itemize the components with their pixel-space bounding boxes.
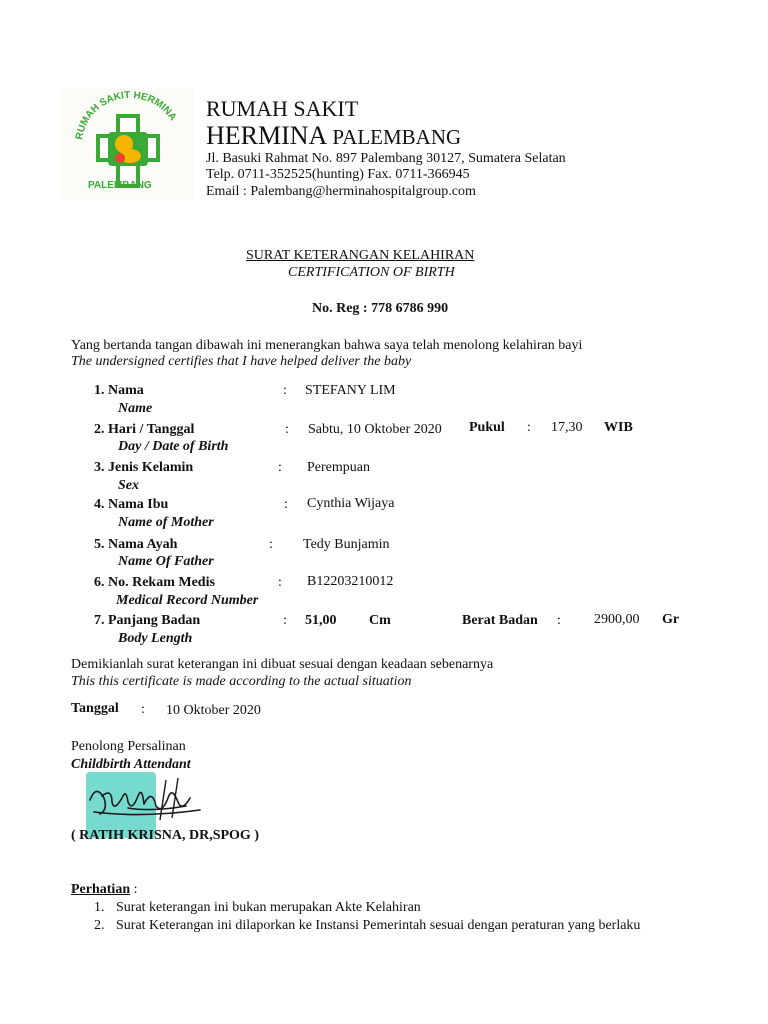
hospital-name-line1: RUMAH SAKIT bbox=[206, 96, 359, 121]
field-date-label: 2. Hari / Tanggal bbox=[94, 422, 195, 437]
field-mother-label: 4. Nama Ibu bbox=[94, 497, 169, 512]
document-title-english: CERTIFICATION OF BIRTH bbox=[288, 265, 455, 280]
field-length-label: 7. Panjang Badan bbox=[94, 613, 201, 628]
hospital-logo bbox=[60, 88, 194, 200]
notes-heading: Perhatian bbox=[71, 882, 131, 897]
date-colon: : bbox=[141, 702, 145, 717]
svg-text:PALEMBANG: PALEMBANG bbox=[88, 180, 152, 191]
field-record-label: 6. No. Rekam Medis bbox=[94, 575, 215, 590]
field-date-colon: : bbox=[285, 422, 289, 437]
field-sex-label: 3. Jenis Kelamin bbox=[94, 460, 194, 475]
field-length-unit: Cm bbox=[369, 613, 391, 628]
field-name-sublabel: Name bbox=[118, 401, 153, 416]
hospital-email: Email : Palembang@herminahospitalgroup.com bbox=[206, 184, 476, 199]
field-weight-label: Berat Badan bbox=[462, 613, 538, 628]
field-mother-colon: : bbox=[284, 497, 288, 512]
attendant-role-english: Childbirth Attendant bbox=[71, 757, 191, 772]
field-name-label: 1. Nama bbox=[94, 383, 144, 398]
field-time-label: Pukul bbox=[469, 420, 505, 435]
field-name-colon: : bbox=[283, 383, 287, 398]
hospital-city: PALEMBANG bbox=[332, 125, 462, 149]
field-date-sublabel: Day / Date of Birth bbox=[118, 439, 229, 454]
field-time-colon: : bbox=[527, 420, 531, 435]
field-time-unit: WIB bbox=[604, 420, 633, 435]
notes-heading-line bbox=[71, 882, 138, 898]
note-item-2-number: 2. bbox=[94, 918, 105, 933]
field-mother-sublabel: Name of Mother bbox=[118, 515, 214, 530]
closing-text: Demikianlah surat keterangan ini dibuat sesuai dengan keadaan sebenarnya bbox=[71, 657, 494, 672]
field-sex-sublabel: Sex bbox=[118, 478, 139, 493]
registration-number: No. Reg : 778 6786 990 bbox=[312, 301, 449, 316]
field-date-value: Sabtu, 10 Oktober 2020 bbox=[308, 422, 442, 437]
field-father-colon: : bbox=[269, 537, 273, 552]
field-record-sublabel: Medical Record Number bbox=[116, 593, 259, 608]
note-item-1-number: 1. bbox=[94, 900, 105, 915]
hospital-brand: HERMINA bbox=[206, 121, 326, 150]
field-weight-unit: Gr bbox=[662, 612, 680, 627]
svg-text:RUMAH SAKIT HERMINA: RUMAH SAKIT HERMINA bbox=[74, 89, 179, 141]
document-title: SURAT KETERANGAN KELAHIRAN bbox=[246, 248, 475, 263]
attendant-name: ( RATIH KRISNA, DR,SPOG ) bbox=[71, 828, 259, 843]
field-name-value: STEFANY LIM bbox=[305, 383, 396, 398]
field-sex-colon: : bbox=[278, 460, 282, 475]
field-length-value: 51,00 bbox=[305, 613, 337, 628]
field-father-value: Tedy Bunjamin bbox=[303, 537, 390, 552]
field-mother-value: Cynthia Wijaya bbox=[307, 496, 395, 511]
hospital-address: Jl. Basuki Rahmat No. 897 Palembang 30127, Sumatera Selatan bbox=[206, 151, 566, 166]
field-weight-value: 2900,00 bbox=[594, 612, 640, 627]
field-length-colon: : bbox=[283, 613, 287, 628]
field-father-sublabel: Name Of Father bbox=[118, 554, 214, 569]
field-record-colon: : bbox=[278, 575, 282, 590]
note-item-1-text: Surat keterangan ini bukan merupakan Akte Kelahiran bbox=[116, 900, 421, 915]
intro-text: Yang bertanda tangan dibawah ini menerangkan bahwa saya telah menolong kelahiran bayi bbox=[71, 338, 583, 353]
notes-heading-colon: : bbox=[133, 882, 138, 897]
field-record-value: B12203210012 bbox=[307, 574, 394, 589]
hospital-name-line2 bbox=[206, 121, 461, 151]
closing-text-english: This this certificate is made according to the actual situation bbox=[71, 674, 412, 689]
field-time-value: 17,30 bbox=[551, 420, 583, 435]
note-item-2-text: Surat Keterangan ini dilaporkan ke Instansi Pemerintah sesuai dengan peraturan yang berlaku bbox=[116, 918, 641, 933]
field-sex-value: Perempuan bbox=[307, 460, 370, 475]
date-label: Tanggal bbox=[71, 701, 119, 716]
field-father-label: 5. Nama Ayah bbox=[94, 537, 178, 552]
intro-text-english: The undersigned certifies that I have helped deliver the baby bbox=[71, 354, 412, 369]
date-value: 10 Oktober 2020 bbox=[166, 703, 261, 718]
field-weight-colon: : bbox=[557, 613, 561, 628]
field-length-sublabel: Body Length bbox=[118, 631, 193, 646]
hospital-phone: Telp. 0711-352525(hunting) Fax. 0711-366945 bbox=[206, 167, 470, 182]
attendant-role: Penolong Persalinan bbox=[71, 739, 186, 754]
